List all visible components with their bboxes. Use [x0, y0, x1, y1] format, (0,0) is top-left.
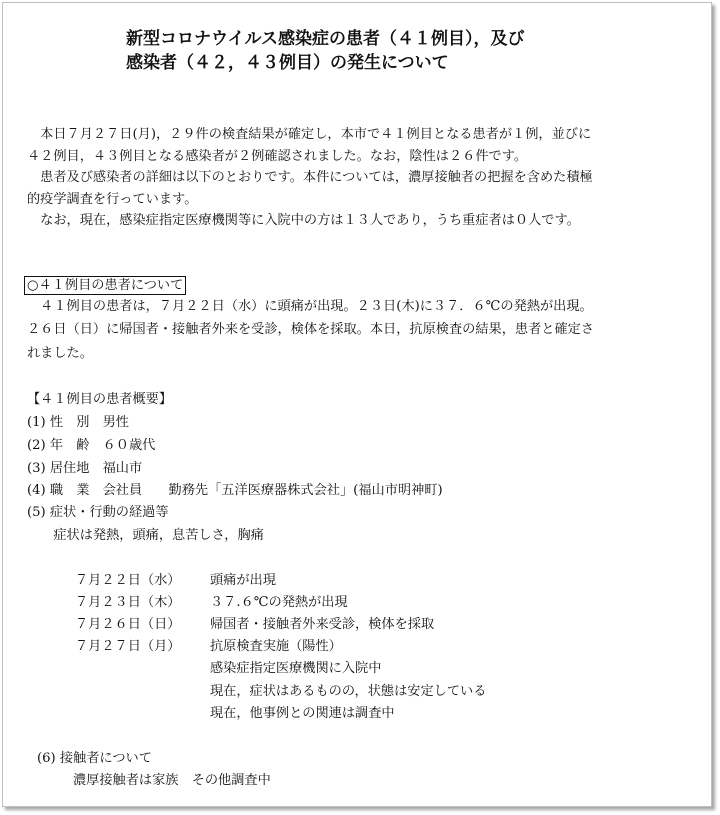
timeline-continuation-1: 感染症指定医療機関に入院中: [210, 661, 382, 676]
timeline-date: ７月２６日（日）: [75, 617, 181, 632]
intro-line-5: なお，現在，感染症指定医療機関等に入院中の方は１３人であり，うち重症者は０人です。: [27, 213, 580, 228]
intro-line-1: 本日７月２７日(月)，２９件の検査結果が確定し，本市で４１例目となる患者が１例，並びに: [27, 127, 592, 142]
timeline-event: ３７.６℃の発熱が出現: [210, 595, 348, 610]
timeline-continuation-3: 現在，他事例との関連は調査中: [210, 706, 395, 721]
timeline-event: 頭痛が出現: [210, 573, 276, 588]
timeline-date: ７月２７日（月）: [75, 639, 181, 654]
title-line-1: 新型コロナウイルス感染症の患者（４１例目），及び: [126, 29, 525, 49]
timeline-continuation-2: 現在，症状はあるものの，状態は安定している: [210, 684, 487, 699]
timeline-date: ７月２２日（水）: [75, 573, 181, 588]
overview-item-1: (1) 性 別 男性: [27, 415, 129, 430]
section-body-line-1: ４１例目の患者は，７月２２日（水）に頭痛が出現。２３日(木)に３７．６℃の発熱が出現。: [27, 299, 593, 314]
overview-heading: 【４１例目の患者概要】: [27, 392, 173, 407]
timeline-date: ７月２３日（木）: [75, 595, 181, 610]
overview-item-4: (4) 職 業 会社員 勤務先「五洋医療器株式会社」(福山市明神町): [27, 483, 443, 498]
contacts-body: 濃厚接触者は家族 その他調査中: [73, 773, 271, 788]
section-heading: ○４１例目の患者について: [24, 276, 186, 295]
contacts-heading: (6) 接触者について: [37, 751, 152, 766]
intro-line-3: 患者及び感染者の詳細は以下のとおりです。本件については，濃厚接触者の把握を含めた積極: [27, 170, 593, 185]
intro-line-2: ４２例目，４３例目となる感染者が２例確認されました。なお，陰性は２６件です。: [27, 149, 528, 164]
intro-line-4: 的疫学調査を行っています。: [27, 192, 198, 207]
section-body-line-2: ２６日（日）に帰国者・接触者外来を受診，検体を採取。本日，抗原検査の結果，患者と確定さ: [27, 322, 595, 337]
overview-item-3: (3) 居住地 福山市: [27, 461, 143, 476]
document-page: [2, 2, 712, 807]
timeline-event: 抗原検査実施（陽性）: [210, 639, 342, 654]
overview-item-2: (2) 年 齢 ６０歳代: [27, 438, 156, 453]
timeline-event: 帰国者・接触者外来受診，検体を採取: [210, 617, 435, 632]
overview-item-5: (5) 症状・行動の経過等: [27, 505, 169, 520]
overview-item-5-symptoms: 症状は発熱，頭痛，息苦しさ，胸痛: [27, 528, 264, 543]
title-line-2: 感染者（４２，４３例目）の発生について: [126, 53, 449, 73]
section-body-line-3: れました。: [27, 346, 93, 361]
